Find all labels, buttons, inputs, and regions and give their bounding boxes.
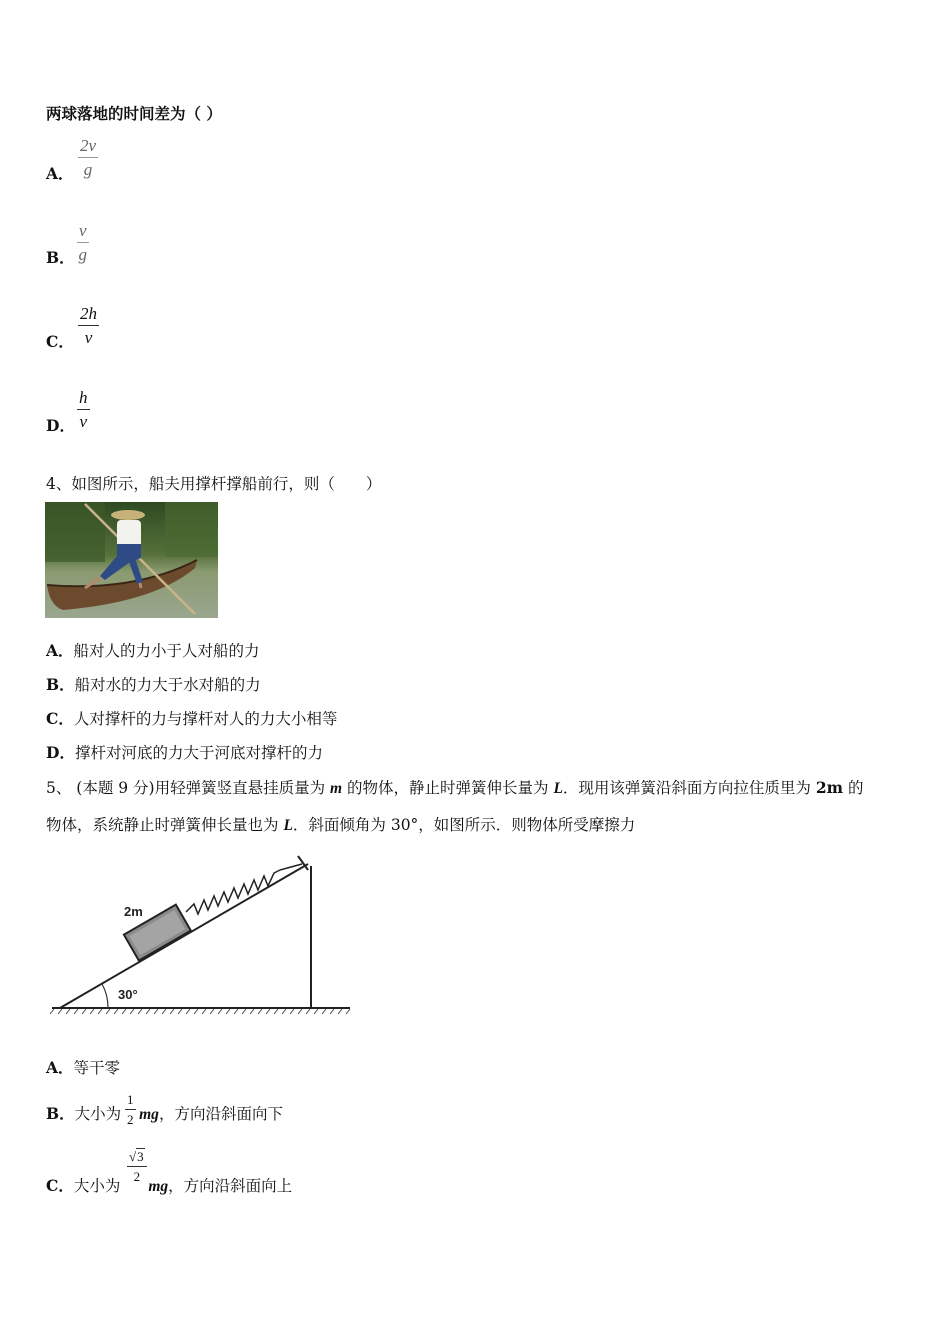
q3-option-a[interactable] bbox=[46, 162, 74, 184]
q3-option-b[interactable] bbox=[46, 246, 75, 268]
denominator: v bbox=[84, 328, 93, 347]
var-L: L bbox=[283, 817, 293, 834]
q4-option-d[interactable] bbox=[46, 741, 323, 763]
numerator: v bbox=[77, 222, 89, 243]
var-L: L bbox=[553, 780, 563, 797]
q5-option-b-fraction bbox=[125, 1093, 136, 1127]
q4-option-b[interactable] bbox=[46, 673, 261, 695]
numerator: √3 bbox=[127, 1150, 147, 1167]
denominator: g bbox=[83, 160, 93, 179]
option-label: D． bbox=[46, 416, 75, 435]
denominator: 2 bbox=[133, 1169, 141, 1184]
q4-option-a[interactable] bbox=[46, 639, 260, 661]
option-text: 船对人的力小于人对船的力 bbox=[73, 642, 260, 660]
option-label: B． bbox=[46, 1104, 75, 1123]
q3-option-b-fraction bbox=[77, 222, 89, 264]
incline-spring-diagram bbox=[46, 846, 352, 1018]
option-suffix: ，方向沿斜面向下 bbox=[158, 1105, 283, 1123]
q5-stem-line1 bbox=[46, 776, 863, 798]
mass-label: 2m bbox=[124, 904, 143, 919]
option-label: A． bbox=[46, 1058, 74, 1077]
var-m: m bbox=[330, 780, 343, 797]
stem-text: ．斜面倾角为 30°，如图所示．则物体所受摩擦力 bbox=[292, 816, 636, 834]
q4-stem: 4、如图所示，船夫用撑杆撑船前行，则（ ） bbox=[46, 475, 382, 493]
q3-stem: 两球落地的时间差为（ ） bbox=[46, 104, 222, 123]
numerator: 2h bbox=[78, 305, 99, 326]
numerator: h bbox=[77, 389, 90, 410]
option-prefix: 大小为 bbox=[74, 1105, 122, 1123]
q3-option-d-fraction bbox=[77, 389, 90, 431]
stem-text: 物体，系统静止时弹簧伸长量也为 bbox=[46, 816, 284, 834]
q5-stem-line2 bbox=[46, 813, 635, 835]
mg-symbol: mg bbox=[139, 1106, 159, 1123]
q5-option-a[interactable] bbox=[46, 1056, 120, 1078]
q3-option-c[interactable] bbox=[46, 330, 74, 352]
option-prefix: 大小为 bbox=[73, 1177, 121, 1195]
stem-text: 的 bbox=[843, 779, 864, 797]
q5-option-b[interactable] bbox=[46, 1102, 283, 1124]
q5-option-c[interactable] bbox=[46, 1174, 292, 1196]
q4-option-c[interactable] bbox=[46, 707, 337, 729]
option-suffix: ，方向沿斜面向上 bbox=[168, 1177, 293, 1195]
mg-symbol: mg bbox=[148, 1178, 169, 1195]
option-label: C． bbox=[46, 332, 74, 351]
stem-text: 的物体，静止时弹簧伸长量为 bbox=[342, 779, 554, 797]
numerator: 2v bbox=[78, 137, 98, 158]
option-label: B． bbox=[46, 675, 75, 694]
var-2m: 2m bbox=[815, 778, 844, 797]
option-text: 撑杆对河底的力大于河底对撑杆的力 bbox=[74, 744, 323, 762]
option-text: 人对撑杆的力与撑杆对人的力大小相等 bbox=[73, 710, 338, 728]
radicand: 3 bbox=[137, 1149, 144, 1164]
q3-option-c-fraction bbox=[78, 305, 99, 347]
option-label: B． bbox=[46, 248, 75, 267]
option-label: A． bbox=[46, 164, 74, 183]
q3-option-d[interactable] bbox=[46, 414, 75, 436]
option-text: 等干零 bbox=[73, 1059, 121, 1077]
stem-text: 5、 (本题 9 分)用轻弹簧竖直悬挂质量为 bbox=[46, 779, 331, 797]
denominator: 2 bbox=[127, 1112, 134, 1127]
option-text: 船对水的力大于水对船的力 bbox=[74, 676, 261, 694]
boatman-photo bbox=[45, 502, 218, 618]
option-label: A． bbox=[46, 641, 74, 660]
option-label: C． bbox=[46, 1176, 74, 1195]
q3-option-a-fraction bbox=[78, 137, 98, 179]
option-label: D． bbox=[46, 743, 75, 762]
stem-text: ．现用该弹簧沿斜面方向拉住质里为 bbox=[562, 779, 816, 797]
q5-option-c-fraction bbox=[127, 1150, 147, 1184]
angle-label: 30° bbox=[118, 987, 138, 1002]
numerator: 1 bbox=[125, 1093, 136, 1110]
denominator: g bbox=[78, 245, 88, 264]
denominator: v bbox=[79, 412, 88, 431]
option-label: C． bbox=[46, 709, 74, 728]
